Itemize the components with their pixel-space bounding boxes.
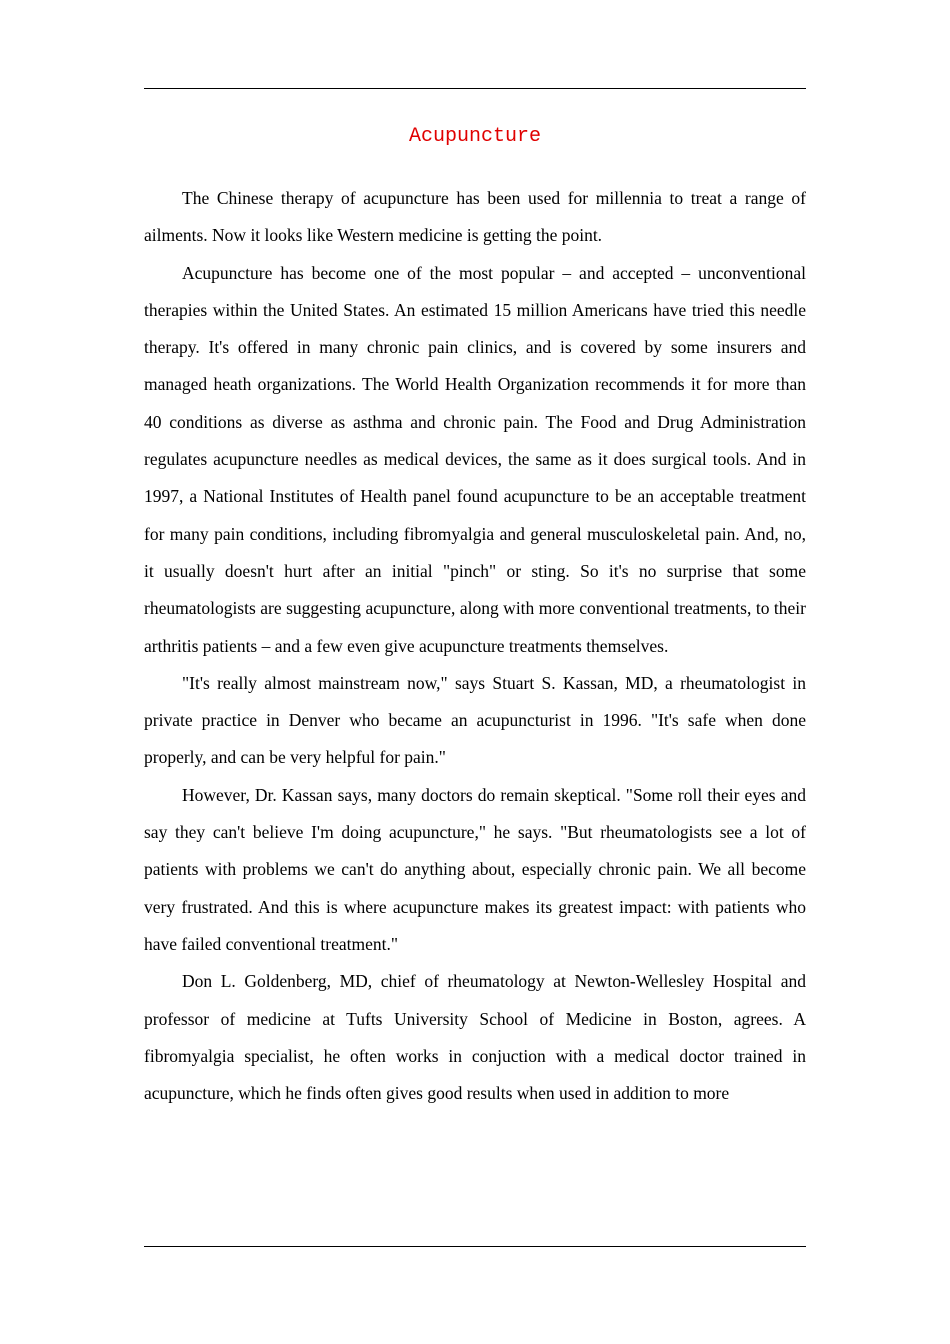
footer-rule <box>144 1246 806 1247</box>
paragraph-4: However, Dr. Kassan says, many doctors do remain skeptical. "Some roll their eyes and say they can't believe I'm doing acupuncture," he says. "But rheumatologists see a lot of patients with problems we can't do anything about, especially chronic pain. We all become very frustrated. And this is where acupuncture makes its greatest impact: with patients who have failed conventional treatment." <box>144 784 806 954</box>
paragraph-2: Acupuncture has become one of the most popular – and accepted – unconventional therapies within the United States. An estimated 15 million Americans have tried this needle therapy. It's offered in many chronic pain clinics, and is covered by some insurers and managed heath organizations. The World Health Organization recommends it for more than 40 conditions as diverse as asthma and chronic pain. The Food and Drug Administration regulates acupuncture needles as medical devices, the same as it does surgical tools. And in 1997, a National Institutes of Health panel found acupuncture to be an acceptable treatment for many pain conditions, including fibromyalgia and general musculoskeletal pain. And, no, it usually doesn't hurt after an initial "pinch" or sting. So it's no surprise that some rheumatologists are suggesting acupuncture, along with more conventional treatments, to their arthritis patients – and a few even give acupuncture treatments themselves. <box>144 262 806 656</box>
header-rule <box>144 88 806 89</box>
article-title: Acupuncture <box>408 125 542 148</box>
paragraph-5: Don L. Goldenberg, MD, chief of rheumatology at Newton-Wellesley Hospital and professor of medicine at Tufts University School of Medicine in Boston, agrees. A fibromyalgia specialist, he often works in conjuction with a medical doctor trained in acupuncture, which he finds often gives good results when used in addition to more <box>144 971 806 1104</box>
article-body <box>144 180 806 1112</box>
paragraph-1: The Chinese therapy of acupuncture has been used for millennia to treat a range of ailments. Now it looks like Western medicine is getting the point. <box>144 188 806 246</box>
paragraph-3: "It's really almost mainstream now," says Stuart S. Kassan, MD, a rheumatologist in private practice in Denver who became an acupuncturist in 1996. "It's safe when done properly, and can be very helpful for pain." <box>144 672 806 768</box>
